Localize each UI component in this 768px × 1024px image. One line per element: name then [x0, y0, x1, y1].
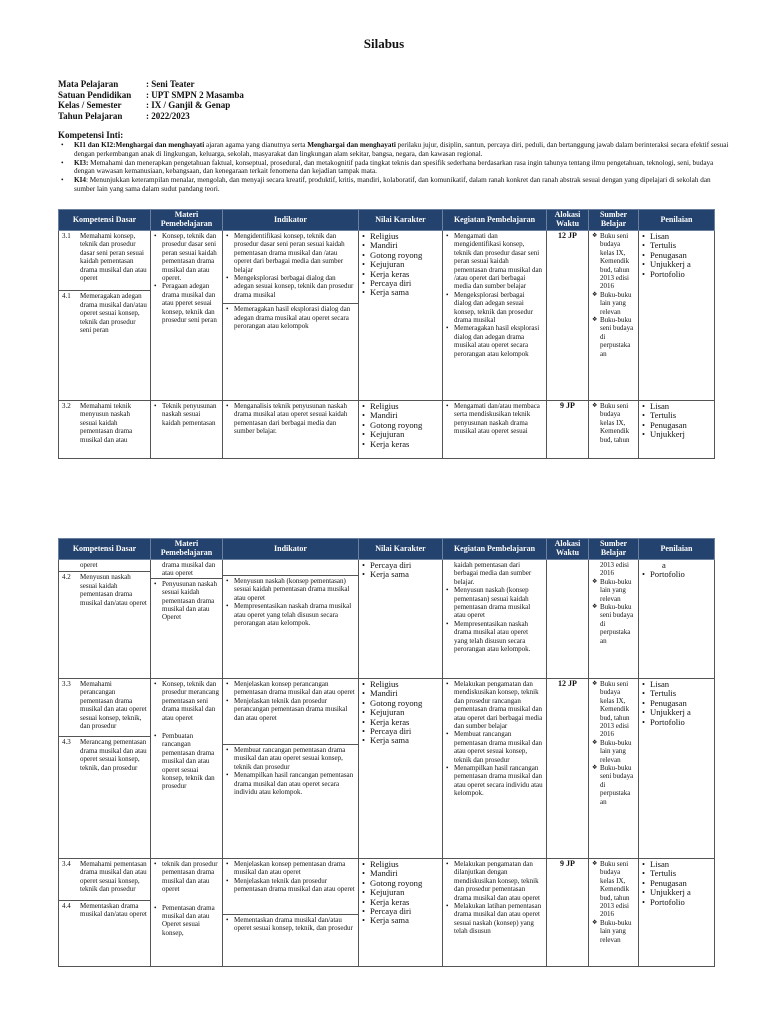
list-item: • Portofolio	[642, 718, 711, 727]
kompetensi-inti-heading: Kompetensi Inti:	[58, 130, 124, 140]
list-item: • Teknik penyusunan naskah sesuai kaidah pementasan	[154, 402, 219, 427]
materi-cell	[151, 560, 223, 679]
sumber-cell	[589, 401, 639, 459]
list-item: • Percaya diri	[362, 907, 439, 916]
kd-cell	[59, 560, 151, 679]
kd-number: 4.1	[62, 292, 71, 301]
col-header: Penilaian	[639, 210, 715, 231]
list-item: • Pembuatan rancangan pementasan drama musikal dan atau operet sesuai konsep, teknik dan prosedur	[154, 732, 219, 791]
meta-key: Kelas / Semester	[58, 100, 122, 110]
kegiatan-cell	[443, 679, 547, 859]
col-header: Nilai Karakter	[359, 539, 443, 560]
table-header-row	[59, 210, 715, 231]
list-item: • Membuat rancangan pementasan drama musikal dan atau operet sesuai konsep, teknik dan prosedur	[446, 730, 543, 764]
list-item: • Mandiri	[362, 689, 439, 698]
indikator-cell	[223, 679, 359, 859]
kd-text: operet	[80, 561, 98, 569]
list-item: ❖ Buku-buku lain yang relevan	[592, 739, 635, 764]
kd-cell	[59, 679, 151, 859]
list-item: • Tertulis	[642, 411, 711, 420]
col-header: Alokasi Waktu	[547, 210, 589, 231]
meta-row	[58, 79, 244, 90]
kd-text: Memahami perancangan pementasan drama musikal dan atau operet sesuai konsep, teknik, dan prosedur	[80, 680, 147, 731]
list-item: ❖ Buku-buku lain yang relevan	[592, 291, 635, 316]
list-item: • Penugasan	[642, 879, 711, 888]
nilai-cell	[359, 859, 443, 967]
list-item: • Portofolio	[642, 570, 711, 579]
list-item: • Memeragakan hasil eksplorasi dialog dan adegan drama musikal atau operet secara perorangan atau kelompok	[446, 324, 543, 358]
col-header: Alokasi Waktu	[547, 539, 589, 560]
table-row	[59, 859, 715, 967]
syllabus-table-continued	[58, 538, 715, 967]
kd-cell	[59, 859, 151, 967]
materi-text: drama musikal dan atau operet	[162, 561, 216, 578]
list-item: • Unjukkerj a	[642, 708, 711, 717]
table-row	[59, 560, 715, 679]
list-item: • Kejujuran	[362, 708, 439, 717]
list-item: • Tertulis	[642, 241, 711, 250]
waktu-cell: 9 JP	[547, 401, 589, 459]
kd-cell	[59, 231, 151, 401]
meta-row	[58, 100, 244, 111]
table-row	[59, 231, 715, 401]
list-item: • Kerja keras	[362, 270, 439, 279]
indikator-cell	[223, 560, 359, 679]
list-item: • Unjukkerj a	[642, 260, 711, 269]
list-item: • Kerja keras	[362, 898, 439, 907]
kd-text: Memeragakan adegan drama musikal dan/atau operet sesuai konsep, teknik dan prosedur seni peran	[80, 292, 147, 335]
list-item: • Penugasan	[642, 251, 711, 260]
syllabus-table	[58, 209, 715, 459]
list-item: • Gotong royong	[362, 421, 439, 430]
col-header: Kegiatan Pembelajaran	[443, 539, 547, 560]
list-item: • Peragaan adegan drama musikal dan atau pperet sesuai konsep, teknik dan prosedur seni peran	[154, 282, 219, 324]
list-item: • Penyusunan naskah sesuai kaidah pementasan drama musikal dan atau Operet	[154, 580, 219, 622]
penilaian-cell	[639, 560, 715, 679]
list-item: • Kejujuran	[362, 430, 439, 439]
indikator-cell	[223, 859, 359, 967]
list-item: • Melakukan latihan pementasan drama musikal dan atau operet sesuai naskah (konsep) yang telah disusun	[446, 902, 543, 936]
ki-item: • KI4: Menunjukkan keterampilan menalar, mengolah, dan menyaji secara kreatif, produktif, kritis, mandiri, kolaboratif, dan komunikatif, dalam ranah konkret dan ranah abstrak sesuai dengan yang dipelajari di sekolah dan sumber lain yang sama dalam sudut pandang teori.	[58, 176, 730, 193]
meta-row	[58, 111, 244, 122]
materi-cell	[151, 231, 223, 401]
list-item: • Gotong royong	[362, 699, 439, 708]
table-row	[59, 679, 715, 859]
kegiatan-cell	[443, 560, 547, 679]
waktu-cell: 12 JP	[547, 231, 589, 401]
list-item: • Memeragakan hasil eksplorasi dialog dan adegan drama musikal atau operet secara perorangan atau kelompok	[226, 305, 355, 330]
col-header: Indikator	[223, 539, 359, 560]
list-item: • Menjelaskan teknik dan prosedur perancangan pementasan drama musikal dan atau operet	[226, 697, 355, 722]
list-item: • Religius	[362, 402, 439, 411]
meta-value: : IX / Ganjil & Genap	[146, 100, 231, 110]
list-item: • Percaya diri	[362, 727, 439, 736]
kd-text: Menyusun naskah sesuai kaidah pementasan drama musikal dan/atau operet	[80, 573, 147, 607]
indikator-cell	[223, 401, 359, 459]
list-item: ❖ Buku seni budaya kelas IX, Kemendik bud, tahun 2013 edisi 2016	[592, 860, 635, 919]
list-item: • Konsep, teknik dan prosedur dasar seni peran sesuai kaidah pementasan drama musikal dan atau operet.	[154, 232, 219, 282]
list-item: ❖ Buku-buku seni budaya di perpustaka an	[592, 603, 635, 645]
penilaian-cell	[639, 231, 715, 401]
kegiatan-text: kaidah pementasan dari berbagai media dan sumber belajar.	[454, 561, 532, 586]
list-item: • Kerja sama	[362, 288, 439, 297]
list-item: • Kejujuran	[362, 888, 439, 897]
col-header: Materi Pemebelajaran	[151, 539, 223, 560]
nilai-cell	[359, 401, 443, 459]
kd-text: Merancang pementasan drama musikal dan atau operet sesuai konsep, teknik, dan prosedur	[80, 738, 147, 772]
list-item: • Melakukan pengamatan dan dilanjutkan dengan mendiskusikan konsep, teknik dan prosedur pementasan drama musikal dan atau operet	[446, 860, 543, 902]
course-info	[58, 79, 244, 121]
list-item: • Membuat rancangan pementasan drama musikal dan atau operet sesuai konsep, teknik dan prosedur	[226, 746, 355, 771]
waktu-cell: 9 JP	[547, 859, 589, 967]
materi-cell	[151, 859, 223, 967]
list-item: • Mempresentasikan naskah drama musikal atau operet yang telah disusun secara perorangan atau kelompok.	[446, 620, 543, 654]
list-item: • Lisan	[642, 860, 711, 869]
ki-item: • KI3: Memahami dan menerapkan pengetahuan faktual, konseptual, prosedural, dan metakognitif pada tingkat teknis dan spesifik sederhana berdasarkan rasa ingin tahunya tentang ilmu pengetahuan, teknologi, seni, budaya dengan wawasan kemanusiaan, kebangsaan, dan kenegaraan terkait fenomena dan kejadian tampak mata.	[58, 159, 730, 176]
list-item: • Tertulis	[642, 689, 711, 698]
list-item: • Mandiri	[362, 411, 439, 420]
materi-cell	[151, 401, 223, 459]
list-item: ❖ Buku seni budaya kelas IX, Kemendik bud, tahun 2013 edisi 2016	[592, 232, 635, 291]
list-item: ❖ Buku-buku lain yang relevan	[592, 578, 635, 603]
meta-key: Tahun Pelajaran	[58, 110, 123, 121]
kd-number: 4.4	[62, 901, 71, 910]
list-item: • Menjelaskan konsep perancangan pementasan drama musikal dan atau operet	[226, 680, 355, 697]
kd-number: 3.3	[62, 680, 71, 688]
list-item: • Lisan	[642, 680, 711, 689]
col-header: Sumber Belajar	[589, 210, 639, 231]
kegiatan-cell	[443, 859, 547, 967]
list-item: • Portofolio	[642, 270, 711, 279]
list-item: • Konsep, teknik dan prosedur merancang pementasan seni drama musikal dan atau operet	[154, 680, 219, 722]
list-item: • Menampilkan hasil rancangan pementasan drama musikal dan atau operet secara individu atau kelompok.	[446, 764, 543, 798]
kd-number: 3.4	[62, 860, 71, 868]
list-item: • Mandiri	[362, 241, 439, 250]
penilaian-text: a	[662, 560, 666, 570]
col-header: Sumber Belajar	[589, 539, 639, 560]
list-item: • Kerja sama	[362, 570, 439, 579]
sumber-cell	[589, 859, 639, 967]
nilai-cell	[359, 679, 443, 859]
waktu-cell	[547, 560, 589, 679]
list-item: • Mandiri	[362, 869, 439, 878]
table-header-row	[59, 539, 715, 560]
kd-number: 3.2	[62, 402, 71, 410]
kd-number: 4.3	[62, 738, 71, 747]
list-item: • Penugasan	[642, 699, 711, 708]
kd-cell	[59, 401, 151, 459]
list-item: • Menyusun naskah (konsep pementasan) sesuai kaidah pementasan drama musikal atau operet	[226, 577, 355, 602]
list-item: ❖ Buku-buku seni budaya di perpustaka an	[592, 764, 635, 806]
penilaian-cell	[639, 679, 715, 859]
col-header: Penilaian	[639, 539, 715, 560]
materi-cell	[151, 679, 223, 859]
meta-row	[58, 90, 244, 101]
sumber-cell	[589, 560, 639, 679]
list-item: • Menjelaskan teknik dan prosedur pementasan drama musikal dan atau operet	[226, 877, 355, 894]
list-item: • Menjelaskan konsep pementasan drama musikal dan atau operet	[226, 860, 355, 877]
kd-text: Memahami teknik menyusun naskah sesuai kaidah pementasan drama musikal dan atau	[80, 402, 133, 444]
list-item: • Menyusun naskah (konsep pementasan) sesuai kaidah pementasan drama musikal atau operet	[446, 586, 543, 620]
list-item: • Unjukkerj	[642, 430, 711, 439]
kd-number: 4.2	[62, 573, 71, 582]
kd-text: Memahami konsep, teknik dan prosedur dasar seni peran sesuai kaidah pementasan drama musikal dan atau operet	[80, 232, 147, 283]
list-item: ❖ Buku seni budaya kelas IX, Kemendik bud, tahun 2013 edisi 2016	[592, 680, 635, 739]
col-header: Kompetensi Dasar	[59, 539, 151, 560]
list-item: • Melakukan pengamatan dan mendiskusikan konsep, teknik dan prosedur rancangan pementasan drama musikal dan atau operet dari berbagai media dan sumber belajar	[446, 680, 543, 730]
list-item: • Kerja keras	[362, 440, 439, 449]
col-header: Kompetensi Dasar	[59, 210, 151, 231]
nilai-cell	[359, 560, 443, 679]
kd-text: Memahami pementasan drama musikal dan atau operet sesuai konsep, teknik dan prosedur	[80, 860, 147, 894]
col-header: Nilai Karakter	[359, 210, 443, 231]
list-item: • Mengidentifikasi konsep, teknik dan prosedur dasar seni peran sesuai kaidah pementasan drama musikal dan /atau operet dari berbagai media dan sumber belajar	[226, 232, 355, 274]
kompetensi-inti-list	[58, 141, 730, 194]
kegiatan-cell	[443, 401, 547, 459]
list-item: • Mementaskan drama musikal dan/atau operet sesuai konsep, teknik, dan prosedur	[226, 916, 355, 933]
list-item: • Gotong royong	[362, 879, 439, 888]
list-item: • Kerja sama	[362, 916, 439, 925]
list-item: • Mempresentasikan naskah drama musikal atau operet yang telah disusun secara perorangan atau kelompok.	[226, 602, 355, 627]
kegiatan-cell	[443, 231, 547, 401]
nilai-cell	[359, 231, 443, 401]
list-item: • Religius	[362, 680, 439, 689]
meta-key: Mata Pelajaran	[58, 79, 119, 89]
penilaian-cell	[639, 401, 715, 459]
list-item: • Religius	[362, 232, 439, 241]
sumber-cell	[589, 231, 639, 401]
list-item: • Lisan	[642, 232, 711, 241]
list-item: • Kerja keras	[362, 718, 439, 727]
list-item: • Tertulis	[642, 869, 711, 878]
list-item: • Lisan	[642, 402, 711, 411]
list-item: ❖ Buku-buku seni budaya di perpustaka an	[592, 316, 635, 358]
col-header: Indikator	[223, 210, 359, 231]
list-item: • Pementasan drama musikal dan atau Operet sesuai konsep,	[154, 904, 219, 938]
waktu-cell: 12 JP	[547, 679, 589, 859]
sumber-cell	[589, 679, 639, 859]
col-header: Kegiatan Pembelajaran	[443, 210, 547, 231]
meta-key: Satuan Pendidikan	[58, 89, 132, 100]
list-item: • Gotong royong	[362, 251, 439, 260]
list-item: • Religius	[362, 860, 439, 869]
indikator-cell	[223, 231, 359, 401]
list-item: • Kejujuran	[362, 260, 439, 269]
document-title: Silabus	[363, 36, 405, 51]
kd-text: Mementaskan drama musikal dan/atau operet	[80, 901, 147, 919]
list-item: • Menampilkan hasil rancangan pementasan drama musikal dan atau operet secara individu atau kelompok.	[226, 771, 355, 796]
list-item: • Mengeksplorasi berbagai dialog dan adegan sesuai konsep, teknik dan prosedur drama musikal	[226, 274, 355, 299]
meta-value: : UPT SMPN 2 Masamba	[146, 89, 244, 100]
list-item: • teknik dan prosedur pementasan drama musikal dan atau operet	[154, 860, 219, 894]
kd-number: 3.1	[62, 232, 71, 240]
list-item: • Mengamati dan/atau membaca serta mendiskusikan teknik penyusunan naskah drama musikal atau operet sesuai	[446, 402, 543, 436]
list-item: • Mengamati dan mengidentifikasi konsep, teknik dan prosedur dasar seni peran sesuai kaidah pementasan drama musikal dan /atau operet dari berbagai media dan sumber belajar	[446, 232, 543, 291]
list-item: • Portofolio	[642, 898, 711, 907]
list-item: • Kerja sama	[362, 736, 439, 745]
meta-value: : Seni Teater	[146, 79, 195, 89]
list-item: • Penugasan	[642, 421, 711, 430]
meta-value: : 2022/2023	[146, 110, 190, 121]
list-item: • Menganalisis teknik penyusunan naskah drama musikal atau operet sesuai kaidah pementasan dari berbagai media dan sumber belajar.	[226, 402, 355, 436]
list-item: • Unjukkerj a	[642, 888, 711, 897]
list-item: ❖ Buku-buku lain yang relevan	[592, 919, 635, 944]
list-item: • Mengeksplorasi berbagai dialog dan adegan sesuai konsep, teknik dan prosedur drama musikal	[446, 291, 543, 325]
list-item: • Percaya diri	[362, 279, 439, 288]
list-item: ❖ Buku seni budaya kelas IX, Kemendik bud, tahun	[592, 402, 635, 444]
ki-item: • KI1 dan KI2:Menghargai dan menghayati ajaran agama yang dianutnya serta Menghargai dan menghayati perilaku jujur, disiplin, santun, percaya diri, peduli, dan bertanggung jawab dalam berinteraksi secara efektif sesuai dengan perkembangan anak di lingkungan, keluarga, sekolah, masyarakat dan lingkungan alam sekitar, bangsa, negara, dan kawasan regional.	[58, 141, 730, 158]
list-item: • Percaya diri	[362, 561, 439, 570]
sumber-text: 2013 edisi 2016	[600, 561, 629, 578]
penilaian-cell	[639, 859, 715, 967]
col-header: Materi Pemebelajaran	[151, 210, 223, 231]
table-row	[59, 401, 715, 459]
